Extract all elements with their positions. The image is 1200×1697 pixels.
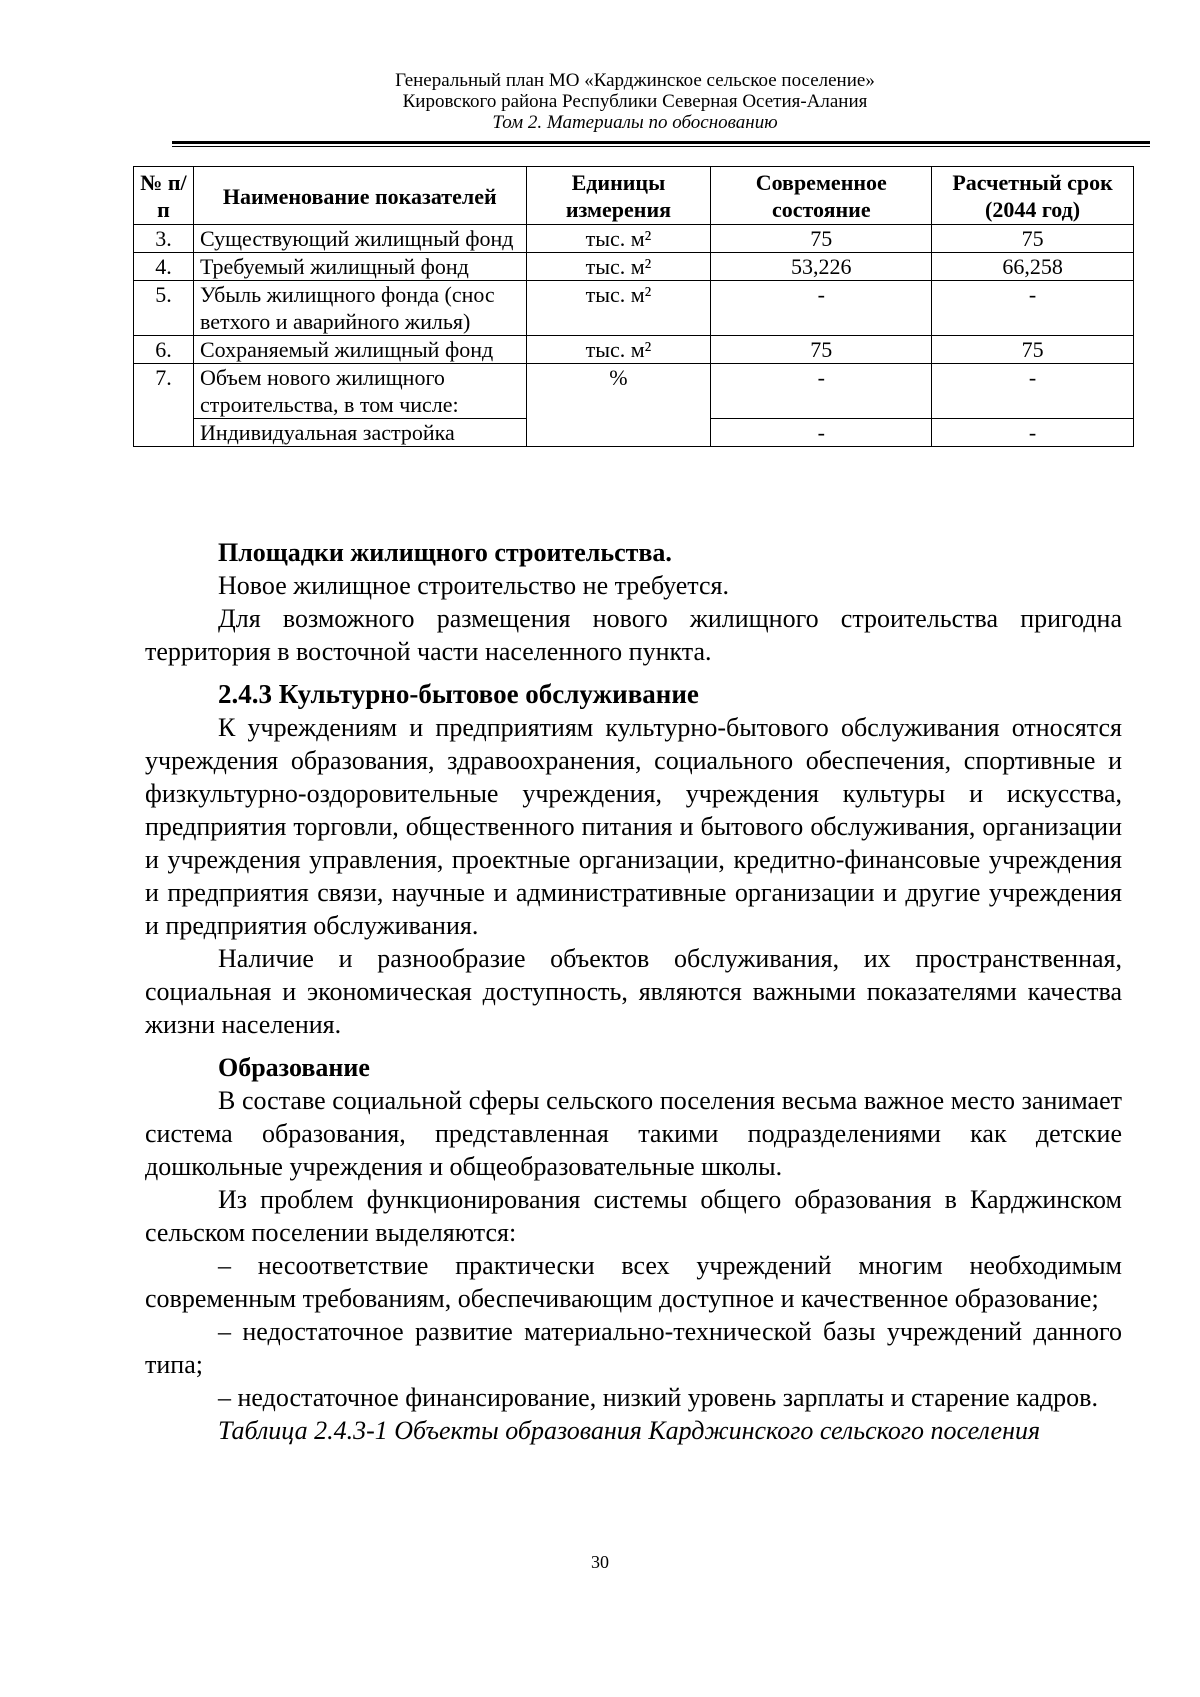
- header-num: № п/п: [134, 167, 194, 225]
- cell-num: 4.: [134, 253, 194, 281]
- bullet-item: – недостаточное развитие материально-технической базы учреждений данного типа;: [145, 1317, 1122, 1379]
- cell-current: -: [711, 281, 932, 336]
- cell-unit: %: [526, 364, 711, 447]
- indicators-table: [133, 166, 1134, 447]
- header-rule-thin: [172, 146, 1150, 147]
- header-current: Современное состояние: [711, 167, 932, 225]
- table-row: [134, 225, 1134, 253]
- paragraph: В составе социальной сферы сельского поселения весьма важное место занимает система образования, представленная такими подразделениями как детские дошкольные учреждения и общеобразовательные школы.: [145, 1086, 1122, 1181]
- cell-name: Объем нового жилищного строительства, в том числе:: [193, 364, 526, 419]
- paragraph: Новое жилищное строительство не требуется.: [218, 571, 729, 600]
- cell-num: 6.: [134, 336, 194, 364]
- page-number: 30: [591, 1552, 609, 1572]
- table-header-row: [134, 167, 1134, 225]
- subsection-heading: Образование: [218, 1053, 370, 1082]
- paragraph: К учреждениям и предприятиям культурно-бытового обслуживания относятся учреждения образования, здравоохранения, социального обеспечения, спортивные и физкультурно-оздоровительные учреждения, учреждения культуры и искусства, предприятия торговли, общественного питания и бытового обслуживания, организации и учреждения управления, проектные организации, кредитно-финансовые учреждения и предприятия связи, научные и административные организации и другие учреждения и предприятия обслуживания.: [145, 713, 1122, 940]
- body-text: [145, 538, 1122, 1447]
- cell-unit: тыс. м²: [526, 281, 711, 336]
- header-unit: Единицы измерения: [526, 167, 711, 225]
- cell-name: Индивидуальная застройка: [193, 419, 526, 447]
- section-heading: 2.4.3 Культурно-бытовое обслуживание: [218, 679, 699, 709]
- cell-target: -: [932, 419, 1134, 447]
- table-row: [134, 281, 1134, 336]
- cell-name: Убыль жилищного фонда (снос ветхого и аварийного жилья): [193, 281, 526, 336]
- cell-target: -: [932, 281, 1134, 336]
- header-line-3: Том 2. Материалы по обоснованию: [492, 112, 778, 133]
- header-rule-thick: [172, 141, 1150, 144]
- cell-name: Сохраняемый жилищный фонд: [193, 336, 526, 364]
- table-row: [134, 364, 1134, 419]
- cell-current: 75: [711, 225, 932, 253]
- heading-housing-sites: Площадки жилищного строительства.: [218, 538, 672, 567]
- paragraph: Наличие и разнообразие объектов обслуживания, их пространственная, социальная и экономическая доступность, являются важными показателями качества жизни населения.: [145, 944, 1122, 1039]
- bullet-item: – несоответствие практически всех учреждений многим необходимым современным требованиям, обеспечивающим доступное и качественное образование;: [145, 1251, 1122, 1313]
- cell-num: 7.: [134, 364, 194, 447]
- cell-current: -: [711, 364, 932, 419]
- bullet-item: – недостаточное финансирование, низкий уровень зарплаты и старение кадров.: [218, 1383, 1098, 1412]
- cell-unit: тыс. м²: [526, 225, 711, 253]
- cell-unit: тыс. м²: [526, 336, 711, 364]
- cell-name: Существующий жилищный фонд: [193, 225, 526, 253]
- table-caption: Таблица 2.4.3-1 Объекты образования Карджинского сельского поселения: [218, 1416, 1041, 1445]
- cell-num: 3.: [134, 225, 194, 253]
- cell-target: -: [932, 364, 1134, 419]
- cell-current: 53,226: [711, 253, 932, 281]
- paragraph: Из проблем функционирования системы общего образования в Карджинском сельском поселении выделяются:: [145, 1185, 1122, 1247]
- cell-num: 5.: [134, 281, 194, 336]
- paragraph: Для возможного размещения нового жилищного строительства пригодна территория в восточной части населенного пункта.: [145, 604, 1122, 666]
- table-row: [134, 253, 1134, 281]
- page-header: [120, 70, 1150, 133]
- header-name: Наименование показателей: [193, 167, 526, 225]
- cell-target: 66,258: [932, 253, 1134, 281]
- header-line-2: Кировского района Республики Северная Осетия-Алания: [402, 91, 868, 112]
- cell-name: Требуемый жилищный фонд: [193, 253, 526, 281]
- header-line-1: Генеральный план МО «Карджинское сельское поселение»: [395, 70, 875, 91]
- cell-unit: тыс. м²: [526, 253, 711, 281]
- cell-target: 75: [932, 225, 1134, 253]
- cell-current: -: [711, 419, 932, 447]
- cell-current: 75: [711, 336, 932, 364]
- header-target: Расчетный срок (2044 год): [932, 167, 1134, 225]
- table-row: [134, 336, 1134, 364]
- cell-target: 75: [932, 336, 1134, 364]
